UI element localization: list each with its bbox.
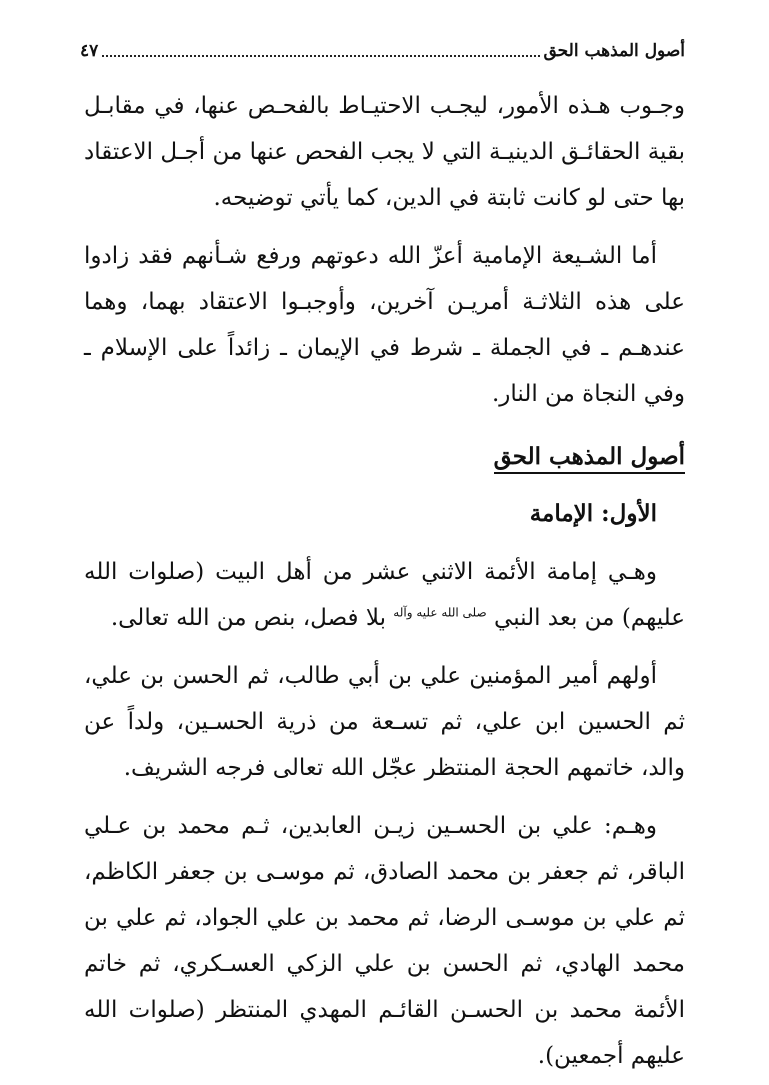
salawat-mark: صلى الله عليه وآله — [393, 605, 487, 620]
imamate-line-1: وهـي إمامة الأئمة الاثني عشر من أهل البيت (صلوات الله عليهم) — [84, 559, 685, 631]
paragraph-gap — [84, 791, 685, 803]
paragraph-gap — [84, 641, 685, 653]
running-head — [80, 30, 685, 60]
page-number: ٤٧ — [80, 41, 99, 61]
paragraph-first-imams: أولهم أمير المؤمنين علي بن أبي طالب، ثم الحسن بن علي، ثم الحسين ابن علي، ثم تسـعة من ذرية الحسـين، ولداً عن والد، خاتمهم الحجة المنتظر عجّل الله تعالى فرجه الشريف. — [84, 663, 685, 781]
paragraph-imamate — [84, 549, 685, 641]
imamate-before-salawat: من بعد النبي — [494, 605, 615, 631]
paragraph-gap — [84, 221, 685, 233]
paragraph-continuation: وجـوب هـذه الأمور، ليجـب الاحتيـاط بالفحـص عنها، في مقابـل بقية الحقائـق الدينيـة التي لا يجب الفحص عنها من أجـل الاعتقاد بها حتى لو كانت ثابتة في الدين، كما يأتي توضيحه. — [84, 93, 685, 211]
paragraph-gap — [84, 417, 685, 435]
running-head-title: أصول المذهب الحق — [543, 41, 685, 61]
running-head-leader-dots — [102, 55, 539, 57]
imamate-after-salawat: بلا فصل، بنص من الله تعالى. — [110, 605, 386, 631]
body-text — [84, 83, 685, 1079]
sub-heading: الأول: الإمامة — [529, 500, 657, 527]
paragraph-shia-imamiyya: أما الشـيعة الإمامية أعزّ الله دعوتهم ورفع شـأنهم فقد زادوا على هذه الثلاثـة أمريـن آخرين، وأوجبـوا الاعتقاد بهما، وهما عندهـم ـ في الجملة ـ شرط في الإيمان ـ زائداً على الإسلام ـ وفي النجاة من النار. — [84, 243, 685, 407]
section-heading-text: أصول المذهب الحق — [494, 443, 685, 474]
section-heading — [84, 435, 685, 479]
paragraph-gap — [84, 537, 685, 549]
paragraph-gap — [84, 479, 685, 491]
paragraph-imams-list: وهـم: علي بن الحسـين زيـن العابدين، ثـم محمد بن عـلي الباقر، ثم جعفر بن محمد الصادق، ثم موسـى بن جعفر الكاظم، ثم علي بن موسـى الرضا، ثم محمد بن علي الجواد، ثم علي بن محمد الهادي، ثم الحسن بن علي الزكي العسـكري، ثم خاتم الأئمة محمد بن الحسـن القائـم المهدي المنتظر (صلوات الله عليهم أجمعين). — [84, 813, 685, 1069]
